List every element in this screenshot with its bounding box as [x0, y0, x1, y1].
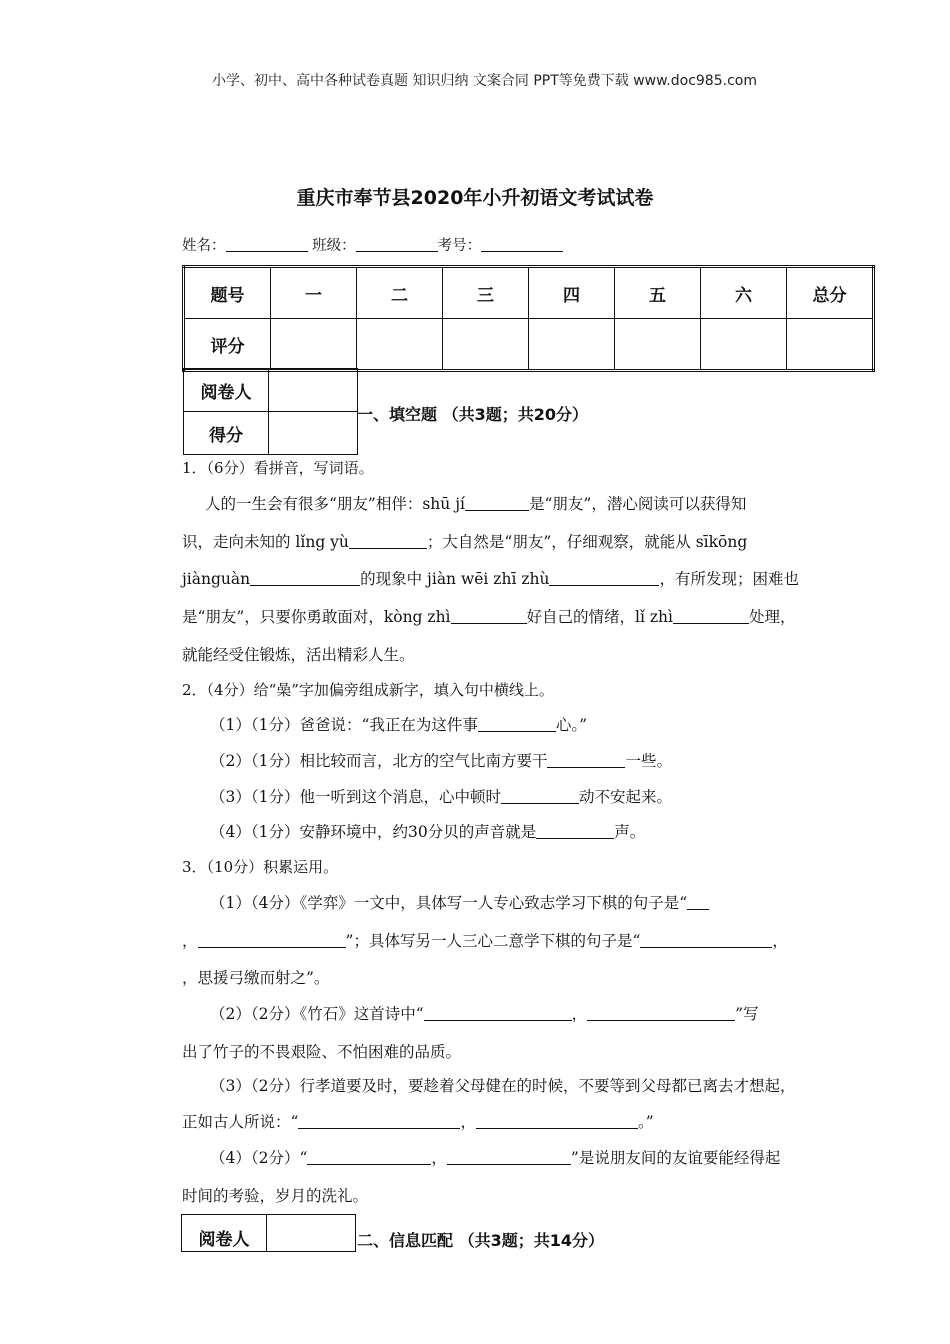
q3-text: 正如古人所说：“	[182, 1113, 299, 1131]
q3-stem: 3．（10分）积累运用。	[182, 858, 339, 876]
score-label: 得分	[184, 412, 269, 455]
answer-blank[interactable]	[673, 608, 749, 625]
score-header-cell: 总分	[787, 267, 874, 319]
score-cell[interactable]	[529, 319, 615, 371]
q3-text: ，	[571, 1005, 588, 1023]
grader-label: 阅卷人	[184, 369, 269, 412]
q3-sub3-line1: （3）（2分）行孝道要及时，要趁着父母健在的时候，不要等到父母都已离去才想起，	[210, 1077, 796, 1095]
q2-text: （2）（1分）相比较而言，北方的空气比南方要干	[210, 752, 548, 770]
q1-text: 是“朋友”，只要你勇敢面对，kòng zhì	[182, 608, 451, 626]
score-cell[interactable]	[701, 319, 787, 371]
answer-blank[interactable]	[687, 894, 709, 911]
grader-cell[interactable]	[267, 1215, 356, 1252]
answer-blank[interactable]	[349, 533, 427, 550]
score-cell[interactable]	[615, 319, 701, 371]
class-blank[interactable]	[356, 237, 438, 253]
q1-text: 识，走向未知的 lǐng yù	[182, 533, 349, 551]
q3-text: ”写	[735, 1005, 759, 1023]
number-label: 考号：	[437, 238, 482, 254]
q1-line1	[205, 492, 746, 514]
score-row-label: 评分	[184, 319, 271, 371]
name-label: 姓名：	[182, 238, 226, 254]
score-table-header-row	[184, 267, 874, 319]
grader-box-section2	[181, 1214, 356, 1252]
q3-text: 。”	[637, 1113, 654, 1131]
q3-sub4-line2: 时间的考验，岁月的洗礼。	[182, 1187, 369, 1205]
answer-blank[interactable]	[587, 1005, 735, 1022]
answer-blank[interactable]	[549, 570, 659, 587]
answer-blank[interactable]	[307, 1149, 431, 1166]
answer-blank[interactable]	[536, 823, 614, 840]
q2-text: （4）（1分）安静环境中，约30分贝的声音就是	[210, 823, 537, 841]
score-cell[interactable]	[357, 319, 443, 371]
q3-sub2-line2: 出了竹子的不畏艰险、不怕困难的品质。	[182, 1043, 462, 1061]
q3-sub2-line1	[210, 1002, 759, 1024]
score-cell[interactable]	[443, 319, 529, 371]
score-header-cell: 一	[271, 267, 357, 319]
score-header-cell: 五	[615, 267, 701, 319]
q3-text: ，	[182, 932, 198, 950]
q3-text: ”；具体写另一人三心二意学下棋的句子是“	[345, 932, 641, 950]
q1-text: ，有所发现；困难也	[659, 570, 799, 588]
answer-blank[interactable]	[547, 752, 625, 769]
q1-text: 好自己的情绪，lǐ zhì	[526, 608, 673, 626]
q2-sub3	[210, 785, 672, 807]
name-blank[interactable]	[226, 237, 308, 253]
class-label: 班级：	[312, 238, 356, 254]
q2-text: 声。	[614, 823, 646, 841]
q3-sub4-line1	[210, 1146, 780, 1168]
answer-blank[interactable]	[465, 495, 529, 512]
q1-text: 处理，	[748, 608, 796, 626]
answer-blank[interactable]	[478, 716, 556, 733]
q3-sub1-line3: ，思援弓缴而射之”。	[182, 969, 330, 987]
q2-sub4	[210, 820, 645, 842]
section2-title: 二、信息匹配 （共3题；共14分）	[357, 1231, 604, 1250]
q3-text: ，	[431, 1149, 447, 1167]
score-header-cell: 二	[357, 267, 443, 319]
q3-sub1-line2	[182, 929, 788, 951]
answer-blank[interactable]	[501, 788, 579, 805]
answer-blank[interactable]	[250, 570, 360, 587]
page-title: 重庆市奉节县2020年小升初语文考试试卷	[296, 187, 654, 209]
section1-title: 一、填空题 （共3题；共20分）	[357, 405, 588, 424]
q2-text: 动不安起来。	[578, 788, 672, 806]
score-header-cell: 四	[529, 267, 615, 319]
answer-blank[interactable]	[640, 932, 772, 949]
answer-blank[interactable]	[298, 1113, 460, 1130]
q3-text: ，	[460, 1113, 476, 1131]
answer-blank[interactable]	[451, 608, 527, 625]
q2-text: （3）（1分）他一听到这个消息，心中顿时	[210, 788, 501, 806]
q2-sub1	[210, 713, 587, 735]
answer-blank[interactable]	[476, 1113, 638, 1130]
score-value-cell[interactable]	[269, 412, 358, 455]
q2-sub2	[210, 749, 672, 771]
page-header-banner: 小学、初中、高中各种试卷真题 知识归纳 文案合同 PPT等免费下载 www.doc985.com	[212, 73, 757, 89]
number-blank[interactable]	[481, 237, 563, 253]
q1-text: 的现象中 jiàn wēi zhī zhù	[360, 570, 550, 588]
q2-stem: 2．（4分）给“喿”字加偏旁组成新字，填入句中横线上。	[182, 681, 554, 699]
score-table	[182, 265, 875, 372]
q1-stem: 1．（6分）看拼音，写词语。	[182, 459, 374, 477]
answer-blank[interactable]	[424, 1005, 572, 1022]
q1-line3	[182, 567, 799, 589]
q2-text: 一些。	[625, 752, 672, 770]
score-cell[interactable]	[787, 319, 874, 371]
q3-text: （1）（4分）《学弈》一文中，具体写一人专心致志学习下棋的句子是“	[210, 894, 688, 912]
score-header-cell: 三	[443, 267, 529, 319]
q1-text: 人的一生会有很多“朋友”相伴：shū jí	[205, 495, 465, 513]
answer-blank[interactable]	[198, 932, 346, 949]
q3-sub3-line2	[182, 1110, 654, 1132]
q2-text: 心。”	[555, 716, 588, 734]
student-info-line	[182, 234, 563, 255]
q2-text: （1）（1分）爸爸说：“我正在为这件事	[210, 716, 478, 734]
grader-box-section1	[183, 368, 358, 455]
q1-line5: 就能经受住锻炼，活出精彩人生。	[182, 646, 415, 664]
answer-blank[interactable]	[447, 1149, 571, 1166]
score-header-cell: 六	[701, 267, 787, 319]
score-table-score-row	[184, 319, 874, 371]
q1-line4	[182, 605, 795, 627]
q1-text: ；大自然是“朋友”，仔细观察，就能从 sīkōng	[426, 533, 748, 551]
q3-text: （2）（2分）《竹石》这首诗中“	[210, 1005, 424, 1023]
q1-line2	[182, 530, 747, 552]
grader-label: 阅卷人	[182, 1215, 267, 1252]
q1-text: jiànguàn	[182, 570, 251, 588]
score-cell[interactable]	[271, 319, 357, 371]
grader-cell[interactable]	[269, 369, 358, 412]
q3-text: ”是说朋友间的友谊要能经得起	[570, 1149, 781, 1167]
q3-text: ，	[772, 932, 788, 950]
q3-text: （4）（2分）“	[210, 1149, 308, 1167]
q1-text: 是“朋友”，潜心阅读可以获得知	[528, 495, 747, 513]
score-header-cell: 题号	[184, 267, 271, 319]
q3-sub1-line1	[210, 891, 709, 913]
